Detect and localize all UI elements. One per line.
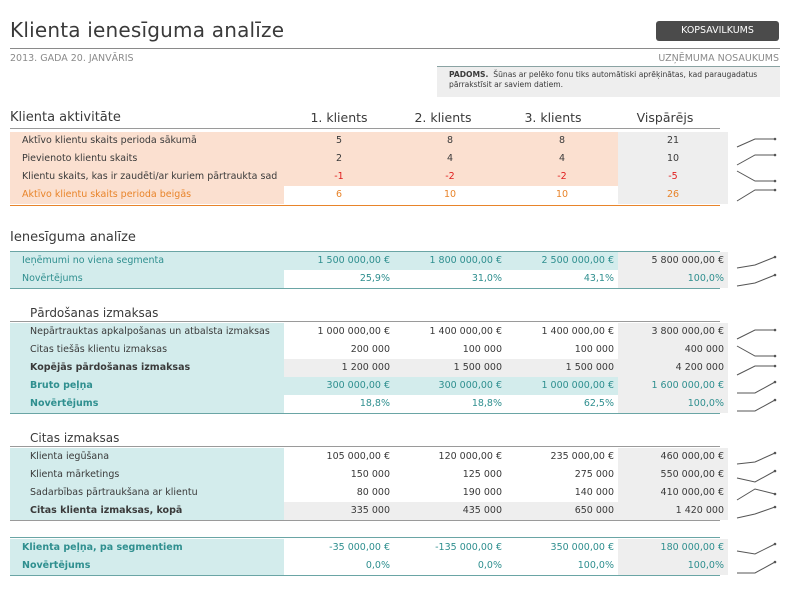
cell-client-1[interactable]: 150 000 [350,469,390,480]
tip-label: PADOMS. [449,70,489,79]
row-label: Klienta iegūšana [10,448,284,466]
cell-overall: 100,0% [618,270,728,288]
row-label: Ieņēmumi no viena segmenta [22,255,165,266]
other-costs-title: Citas izmaksas [30,431,120,445]
sparkline [735,468,777,484]
sparkline-marker [774,561,777,564]
table-row [10,466,724,484]
table-row [10,186,720,204]
sparkline-line [737,453,775,464]
cell-client-1: 0,0% [365,560,390,571]
row-label: Kopējās pārdošanas izmaksas [10,359,284,377]
cell-overall: 1 420 000 [618,502,728,520]
profit-divider [10,537,720,538]
cell-overall: 26 [618,186,728,204]
sparkline-marker [774,543,777,546]
cell-client-3[interactable]: 1 400 000,00 € [541,326,614,337]
row-label: Klienta mārketings [10,466,284,484]
row-label: Citas klienta izmaksas, kopā [10,502,284,520]
cell-client-3: 100,0% [577,560,614,571]
sales-costs-bottom-divider [10,413,720,414]
cell-client-3: 350 000,00 € [550,542,614,553]
cell-client-2[interactable]: 120 000,00 € [438,451,502,462]
cell-overall: 1 600 000,00 € [618,377,728,395]
cell-client-3[interactable]: -2 [506,168,618,186]
row-label: Novērtējums [10,270,284,288]
sparkline-line [737,155,775,165]
cell-client-1: -35 000,00 € [329,542,390,553]
column-header-client-2: 2. klients [414,110,472,125]
revenue-title: Ienesīguma analīze [10,230,136,245]
sparkline-marker [774,154,777,157]
cell-client-2: -135 000,00 € [435,542,502,553]
table-row [10,341,724,359]
sparkline-line [737,471,775,482]
cell-client-2[interactable]: 8 [394,132,506,150]
column-header-overall: Vispārējs [636,110,694,125]
sparkline-marker [774,256,777,259]
activity-bottom-divider [10,205,720,206]
sparkline-line [737,489,775,500]
sparkline-marker [774,274,777,277]
cell-client-1[interactable]: 80 000 [356,487,390,498]
sparkline-marker [774,493,777,496]
table-row [10,539,724,557]
sparkline-line [737,507,775,518]
table-row [10,484,724,502]
cell-client-2[interactable]: 1 400 000,00 € [429,326,502,337]
summary-button[interactable]: KOPSAVILKUMS [656,21,779,41]
row-label: Klientu skaits, kas ir zaudēti/ar kuriem pārtraukta sad [10,168,284,186]
sparkline-marker [774,381,777,384]
row-label: Novērtējums [10,395,284,413]
cell-client-1[interactable]: 200 000 [350,344,390,355]
table-row [10,150,720,168]
sparkline-marker [774,452,777,455]
cell-client-3[interactable]: 4 [506,150,618,168]
sparkline [735,325,777,341]
sparkline [735,343,777,359]
cell-client-3[interactable]: 2 500 000,00 € [541,255,614,266]
table-row [10,448,724,466]
cell-overall: 4 200 000 [618,359,728,377]
page-title: Klienta ienesīguma analīze [10,18,285,42]
table-row [10,252,724,270]
sparkline [735,450,777,466]
row-label: Sadarbības pārtraukšana ar klientu [10,484,284,502]
report-date: 2013. GADA 20. JANVĀRIS [10,53,134,64]
cell-client-2[interactable]: 1 800 000,00 € [429,255,502,266]
cell-overall: 5 800 000,00 € [618,252,728,270]
cell-client-1[interactable]: 2 [284,150,394,168]
table-row [10,502,724,520]
cell-client-2[interactable]: 4 [394,150,506,168]
row-label: Pievienoto klientu skaits [10,150,284,168]
company-name[interactable]: UZŅĒMUMA NOSAUKUMS [658,53,779,64]
sparkline-marker [774,399,777,402]
table-row [10,323,724,341]
cell-client-3[interactable]: 8 [506,132,618,150]
revenue-bottom-divider [10,288,720,289]
cell-overall: 100,0% [618,395,728,413]
other-costs-bottom-divider [10,520,720,521]
sparkline-marker [774,329,777,332]
cell-overall: 460 000,00 € [618,448,728,466]
cell-client-3[interactable]: 140 000 [574,487,614,498]
other-costs-divider [10,446,720,447]
sparkline [735,272,777,288]
row-label: Citas tiešās klientu izmaksas [10,341,284,359]
cell-client-1[interactable]: 105 000,00 € [326,451,390,462]
cell-client-1[interactable]: 5 [284,132,394,150]
cell-client-1[interactable]: -1 [284,168,394,186]
row-label: Bruto peļņa [10,377,284,395]
cell-client-3: 1 000 000,00 € [506,377,618,395]
sparkline [735,151,777,167]
cell-client-2[interactable]: 190 000 [462,487,502,498]
sparkline-line [737,190,775,201]
column-header-client-1: 1. klients [310,110,368,125]
cell-client-3[interactable]: 275 000 [574,469,614,480]
table-row [10,377,724,395]
cell-client-2: 300 000,00 € [394,377,506,395]
column-header-client-3: 3. klients [524,110,582,125]
sparkline-line [737,562,775,573]
sparkline [735,169,777,185]
sparkline-line [737,275,775,286]
activity-title: Klienta aktivitāte [10,110,121,125]
sparkline [735,504,777,520]
sparkline [735,187,777,203]
cell-overall: 410 000,00 € [618,484,728,502]
cell-client-3: 1 500 000 [506,359,618,377]
sparkline-line [737,544,775,554]
cell-client-1[interactable]: 1 500 000,00 € [317,255,390,266]
row-label: Aktīvo klientu skaits perioda beigās [10,186,284,204]
cell-overall: -5 [618,168,728,186]
sparkline-line [737,171,775,181]
cell-client-2[interactable]: 125 000 [462,469,502,480]
row-label: Nepārtrauktas apkalpošanas un atbalsta izmaksas [10,323,284,341]
sparkline-line [737,366,775,375]
cell-overall: 180 000,00 € [618,539,728,557]
cell-client-3: 650 000 [506,502,618,520]
table-row [10,557,724,575]
header-divider [10,48,780,49]
cell-client-2: 18,8% [471,398,502,409]
profit-bottom-divider [10,575,720,576]
cell-overall: 21 [618,132,728,150]
cell-client-3[interactable]: 235 000,00 € [550,451,614,462]
cell-client-3: 43,1% [583,273,614,284]
sparkline-line [737,330,775,339]
row-label: Klienta peļņa, pa segmentiem [10,539,284,557]
cell-overall: 400 000 [618,341,728,359]
tip-text: Šūnas ar pelēko fonu tiks automātiski aprēķinātas, kad paraugadatus pārrakstīsit ar saviem datiem. [449,70,758,89]
sparkline-marker [774,189,777,192]
sales-costs-divider [10,321,720,322]
cell-client-1: 335 000 [284,502,394,520]
cell-client-2: 0,0% [477,560,502,571]
cell-client-2: 1 500 000 [394,359,506,377]
sparkline-line [737,257,775,268]
cell-client-1: 6 [335,189,343,200]
cell-client-3[interactable]: 100 000 [574,344,614,355]
sparkline [735,361,777,377]
cell-client-3: 62,5% [583,398,614,409]
sparkline [735,397,777,413]
sparkline [735,559,777,575]
sparkline-marker [774,180,777,183]
cell-client-1: 25,9% [359,273,390,284]
tip-box [437,67,780,97]
table-row [10,395,724,413]
cell-client-2[interactable]: 100 000 [462,344,502,355]
sparkline [735,486,777,502]
sparkline-marker [774,355,777,358]
cell-client-1: 18,8% [359,398,390,409]
cell-overall: 550 000,00 € [618,466,728,484]
row-label: Aktīvo klientu skaits perioda sākumā [10,132,284,150]
cell-overall: 10 [618,150,728,168]
cell-client-1[interactable]: 1 000 000,00 € [317,326,390,337]
cell-client-2: 10 [443,189,457,200]
sparkline-marker [774,365,777,368]
table-row [10,359,724,377]
cell-overall: 100,0% [618,557,728,575]
cell-client-2: 31,0% [471,273,502,284]
sparkline-line [737,346,775,356]
sparkline-line [737,139,775,147]
sparkline-marker [774,470,777,473]
sparkline [735,379,777,395]
cell-client-3: 10 [555,189,569,200]
table-row [10,168,720,186]
cell-client-1: 300 000,00 € [284,377,394,395]
sparkline [735,133,777,149]
sparkline-line [737,400,775,411]
row-label: Novērtējums [10,557,284,575]
sparkline-marker [774,506,777,509]
sparkline [735,541,777,557]
sales-costs-title: Pārdošanas izmaksas [30,306,159,320]
cell-overall: 3 800 000,00 € [618,323,728,341]
activity-divider [10,128,720,129]
sparkline [735,254,777,270]
cell-client-2[interactable]: -2 [394,168,506,186]
table-row [10,132,720,150]
sparkline-marker [774,138,777,141]
cell-client-2: 435 000 [394,502,506,520]
table-row [10,270,724,288]
cell-client-1: 1 200 000 [284,359,394,377]
sparkline-line [737,382,775,393]
